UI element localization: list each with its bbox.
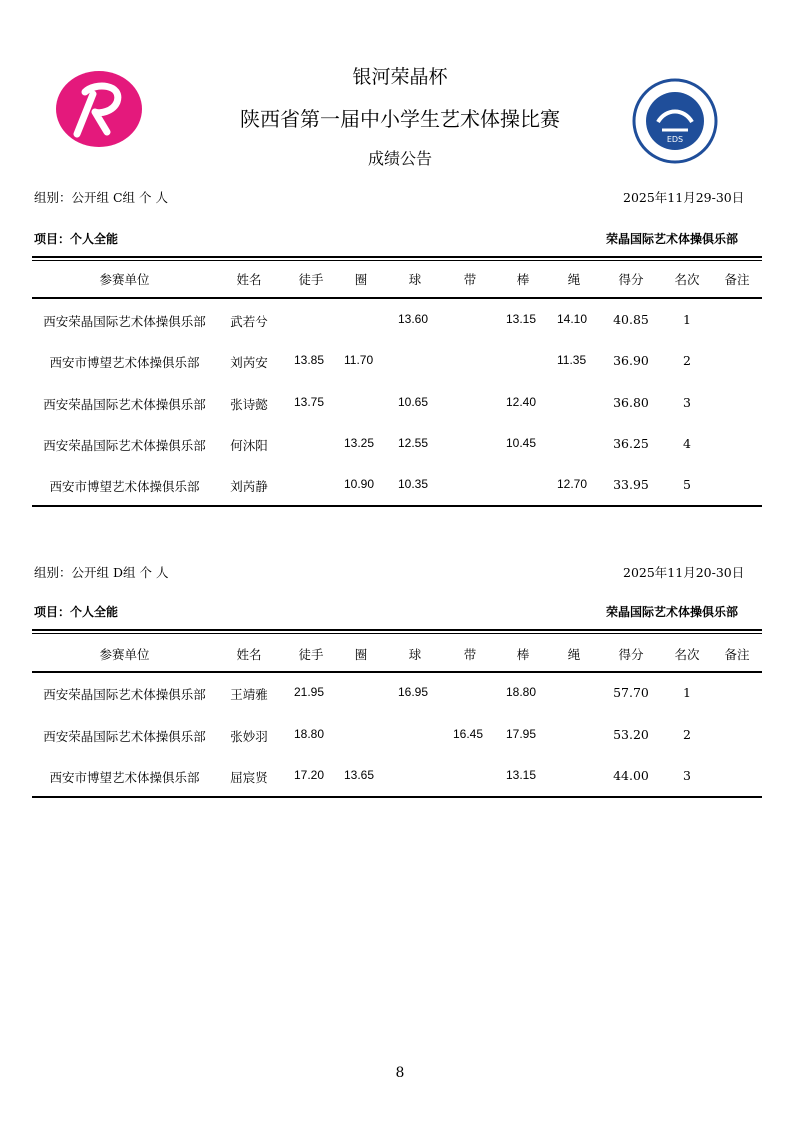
header-qiu: 球: [408, 647, 422, 662]
header-score: 得分: [618, 647, 644, 662]
header-rule: [32, 671, 762, 673]
cell-tushou: 13.75: [294, 395, 325, 409]
table-bottom-rule: [32, 505, 762, 507]
header-sheng: 绳: [567, 272, 581, 287]
group-label: 组别：公开组 D组 个 人: [34, 565, 169, 580]
header-rank: 名次: [674, 647, 700, 662]
club-label: 荣晶国际艺术体操俱乐部: [606, 605, 739, 619]
header-dai: 带: [463, 272, 477, 287]
header-dai: 带: [463, 647, 477, 662]
table-row: [32, 395, 762, 415]
table-row: [32, 353, 762, 373]
cell-unit: 西安荣晶国际艺术体操俱乐部: [43, 729, 206, 744]
cell-qiu: 12.55: [398, 436, 429, 450]
cell-rank: 1: [683, 312, 691, 327]
cell-tushou: 18.80: [294, 727, 325, 741]
cell-quan: 13.65: [344, 768, 375, 782]
page-number: 8: [395, 1065, 405, 1081]
header-note: 备注: [724, 272, 750, 287]
cell-qiu: 10.35: [398, 477, 429, 491]
cell-quan: 13.25: [344, 436, 375, 450]
header-bang: 棒: [516, 647, 530, 662]
header-tushou: 徒手: [298, 647, 324, 662]
cell-bang: 12.40: [506, 395, 537, 409]
table-top-rule: [32, 256, 762, 258]
cell-bang: 13.15: [506, 312, 537, 326]
title-line-2: 陕西省第一届中小学生艺术体操比赛: [240, 107, 560, 131]
cell-name: 张诗懿: [230, 397, 268, 412]
cell-sheng: 14.10: [557, 312, 588, 326]
cell-qiu: 16.95: [398, 685, 429, 699]
item-label: 项目：个人全能: [34, 605, 119, 619]
cell-score: 36.25: [613, 436, 649, 451]
cell-dai: 16.45: [453, 727, 484, 741]
seal-center-text: EDS: [666, 135, 684, 144]
header-rank: 名次: [674, 272, 700, 287]
table-header: [32, 270, 762, 290]
group-label: 组别：公开组 C组 个 人: [34, 190, 168, 205]
cell-tushou: 17.20: [294, 768, 325, 782]
cell-name: 何沐阳: [230, 438, 268, 453]
cell-rank: 3: [683, 395, 691, 410]
table-row: [32, 768, 762, 788]
cell-sheng: 12.70: [557, 477, 588, 491]
cell-tushou: 21.95: [294, 685, 325, 699]
cell-rank: 2: [683, 727, 691, 742]
table-top-rule-thin: [32, 260, 762, 261]
table-row: [32, 436, 762, 456]
header-tushou: 徒手: [298, 272, 324, 287]
cell-name: 刘芮静: [230, 479, 268, 494]
cell-rank: 3: [683, 768, 691, 783]
cell-tushou: 13.85: [294, 353, 325, 367]
header-unit: 参赛单位: [99, 272, 150, 287]
cell-name: 王靖雅: [230, 687, 268, 702]
cell-unit: 西安荣晶国际艺术体操俱乐部: [43, 438, 206, 453]
header-qiu: 球: [408, 272, 422, 287]
header-name: 姓名: [236, 272, 262, 287]
cell-score: 40.85: [613, 312, 649, 327]
cell-score: 36.80: [613, 395, 649, 410]
title-line-1: 银河荣晶杯: [352, 66, 448, 88]
cell-rank: 5: [683, 477, 691, 492]
cell-name: 屈宸贤: [230, 770, 268, 785]
cell-score: 44.00: [613, 768, 649, 783]
header-rule: [32, 297, 762, 299]
cell-bang: 13.15: [506, 768, 537, 782]
header-bang: 棒: [516, 272, 530, 287]
table-top-rule-thin: [32, 633, 762, 634]
header-name: 姓名: [236, 647, 262, 662]
header-quan: 圈: [354, 272, 368, 287]
cell-unit: 西安市博望艺术体操俱乐部: [49, 355, 200, 370]
table-row: [32, 477, 762, 497]
cell-rank: 4: [683, 436, 691, 451]
date-label: 2025年11月29-30日: [623, 190, 745, 205]
cell-name: 武若兮: [230, 314, 268, 329]
cell-score: 57.70: [613, 685, 649, 700]
table-row: [32, 312, 762, 332]
cell-sheng: 11.35: [557, 353, 587, 367]
cell-unit: 西安市博望艺术体操俱乐部: [49, 479, 200, 494]
table-row: [32, 727, 762, 747]
cell-quan: 10.90: [344, 477, 375, 491]
cell-unit: 西安荣晶国际艺术体操俱乐部: [43, 397, 206, 412]
cell-rank: 1: [683, 685, 691, 700]
cell-bang: 10.45: [506, 436, 537, 450]
cell-name: 张妙羽: [230, 729, 268, 744]
item-label: 项目：个人全能: [34, 232, 119, 246]
cell-rank: 2: [683, 353, 691, 368]
header-quan: 圈: [354, 647, 368, 662]
cell-score: 36.90: [613, 353, 649, 368]
header-score: 得分: [618, 272, 644, 287]
table-bottom-rule: [32, 796, 762, 798]
cell-score: 53.20: [613, 727, 649, 742]
cell-qiu: 13.60: [398, 312, 429, 326]
club-label: 荣晶国际艺术体操俱乐部: [606, 232, 739, 246]
cell-unit: 西安荣晶国际艺术体操俱乐部: [43, 687, 206, 702]
header-note: 备注: [724, 647, 750, 662]
table-top-rule: [32, 629, 762, 631]
cell-bang: 17.95: [506, 727, 537, 741]
table-header: [32, 645, 762, 665]
date-label: 2025年11月20-30日: [623, 565, 745, 580]
header-unit: 参赛单位: [99, 647, 150, 662]
cell-bang: 18.80: [506, 685, 537, 699]
cell-score: 33.95: [613, 477, 649, 492]
cell-quan: 11.70: [344, 353, 374, 367]
cell-unit: 西安市博望艺术体操俱乐部: [49, 770, 200, 785]
header-sheng: 绳: [567, 647, 581, 662]
table-row: [32, 685, 762, 705]
cell-unit: 西安荣晶国际艺术体操俱乐部: [43, 314, 206, 329]
cell-name: 刘芮安: [230, 355, 268, 370]
title-line-3: 成绩公告: [367, 149, 432, 168]
cell-qiu: 10.65: [398, 395, 429, 409]
